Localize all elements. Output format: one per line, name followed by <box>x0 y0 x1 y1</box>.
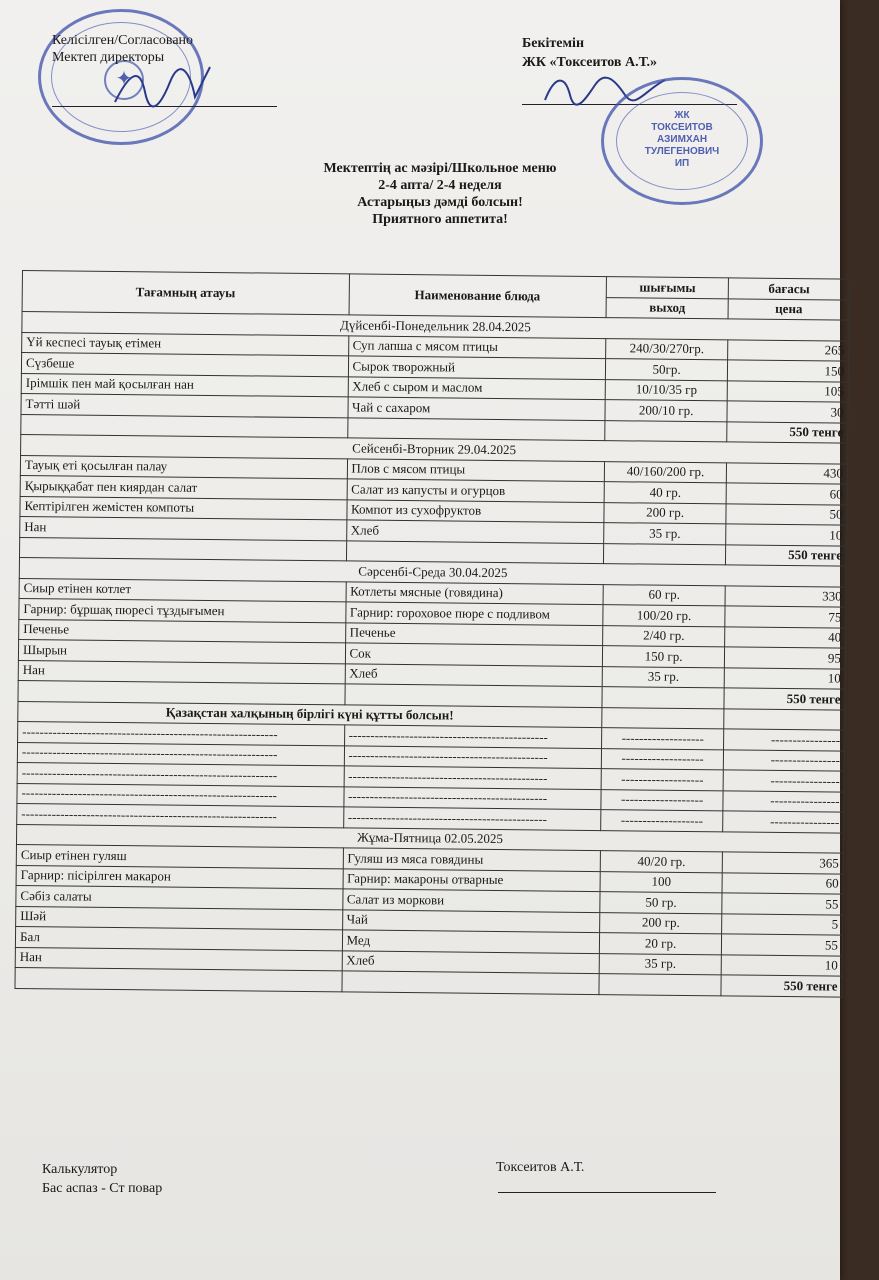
dash-placeholder: ----------------------------------------------------------- <box>18 721 345 745</box>
dish-name-ru: Котлеты мясные (говядина) <box>346 581 603 604</box>
empty-cell <box>602 687 725 709</box>
stamp-line: АЗИМХАН <box>656 134 708 145</box>
dish-yield: 40/160/200 гр. <box>604 461 727 483</box>
dish-name-ru: Салат из моркови <box>342 889 599 912</box>
empty-cell <box>344 684 601 707</box>
dish-name-ru: Гарнир: гороховое пюре с подливом <box>345 602 602 625</box>
day-title: Жұма-Пятница 02.05.2025 <box>16 824 843 853</box>
dish-price: 95 <box>725 647 846 669</box>
dish-price: 75 <box>725 606 846 628</box>
dash-placeholder: ------------------- <box>601 769 724 791</box>
emblem-icon: ✦ <box>104 60 144 100</box>
dish-name-kz: Үй кеспесі тауық етімен <box>22 332 349 356</box>
day-title: Сейсенбі-Вторник 29.04.2025 <box>21 434 848 463</box>
dish-yield: 40 гр. <box>604 482 727 504</box>
dish-price: 330 <box>725 585 846 607</box>
dish-yield: 200/10 гр. <box>605 400 728 422</box>
approval-right <box>522 34 657 72</box>
dish-price: 265 <box>728 339 849 361</box>
dish-price: 10 <box>725 667 846 689</box>
dash-placeholder: ------------------- <box>601 748 724 770</box>
dish-name-kz: Сиыр етінен котлет <box>19 578 346 602</box>
dish-name-ru: Чай <box>342 909 599 932</box>
dish-name-ru: Плов с мясом птицы <box>347 458 604 481</box>
dish-price: 60 <box>722 872 843 894</box>
empty-cell <box>724 708 845 730</box>
dish-price: 30 <box>727 401 848 423</box>
dish-name-kz: Сүзбеше <box>21 353 348 377</box>
dash-placeholder: ------------------- <box>601 789 724 811</box>
dish-yield: 240/30/270гр. <box>605 338 728 360</box>
chef-label: Бас аспаз - Ст повар <box>42 1181 163 1196</box>
dash-placeholder: ------------------- <box>601 728 724 750</box>
dish-name-kz: Шәй <box>16 906 343 930</box>
menu-table <box>14 270 849 997</box>
dish-yield: 200 гр. <box>599 912 722 934</box>
dish-yield: 40/20 гр. <box>600 851 723 873</box>
dish-price: 55 <box>722 893 843 915</box>
dish-name-kz: Гарнир: бұршақ пюресі тұздығымен <box>19 598 346 622</box>
empty-cell <box>605 420 728 442</box>
dish-yield: 20 гр. <box>599 933 722 955</box>
dish-price: 60 <box>727 483 848 505</box>
dash-placeholder: ---------------- <box>724 729 845 751</box>
agreed-label: Келісілген/Согласовано <box>52 33 194 48</box>
dash-placeholder: ---------------------------------------------- <box>343 807 600 830</box>
dish-yield: 100 <box>600 871 723 893</box>
dish-name-kz: Тауық еті қосылған палау <box>20 455 347 479</box>
dish-yield: 2/40 гр. <box>602 625 725 647</box>
dish-yield: 35 гр. <box>603 523 726 545</box>
dish-name-ru: Мед <box>342 930 599 953</box>
col-header-price-kz: бағасы <box>729 278 850 300</box>
dish-name-kz: Қырыққабат пен киярдан салат <box>20 475 347 499</box>
dish-name-kz: Сиыр етінен гуляш <box>16 844 343 868</box>
dash-placeholder: ---------------- <box>723 811 844 833</box>
dish-name-ru: Суп лапша с мясом птицы <box>348 335 605 358</box>
empty-cell <box>602 707 725 729</box>
dish-name-ru: Гуляш из мяса говядины <box>343 848 600 871</box>
dish-name-kz: Сәбіз салаты <box>16 885 343 909</box>
title-line-3: Астарыңыз дәмді болсын! <box>357 195 523 210</box>
dish-yield: 10/10/35 гр <box>605 379 728 401</box>
table-header-row <box>22 271 849 300</box>
dish-name-ru: Сок <box>345 643 602 666</box>
dish-name-kz: Гарнир: пісірілген макарон <box>16 865 343 889</box>
holiday-title: Қазақстан халқының бірлігі күні құтты болсын! <box>18 701 602 728</box>
stamp-line: ТУЛЕГЕНОВИЧ <box>644 146 720 157</box>
dish-price: 10 <box>726 524 847 546</box>
empty-cell <box>346 540 603 563</box>
director-signature <box>110 62 220 112</box>
dash-placeholder: ---------------------------------------------- <box>343 786 600 809</box>
title-line-1: Мектептің ас мәзірі/Школьное меню <box>323 161 557 176</box>
dish-name-ru: Чай с сахаром <box>347 397 604 420</box>
dish-name-ru: Гарнир: макароны отварные <box>343 868 600 891</box>
dish-name-kz: Кептірілген жемістен компоты <box>20 496 347 520</box>
stamp-line: ЖК <box>674 110 690 121</box>
dish-name-ru: Печенье <box>345 622 602 645</box>
dish-yield: 60 гр. <box>603 584 726 606</box>
director-label: Мектеп директоры <box>52 50 165 65</box>
dish-name-kz: Нан <box>15 947 342 971</box>
dash-placeholder: ----------------------------------------------------------- <box>17 742 344 766</box>
dash-placeholder: ---------------- <box>724 749 845 771</box>
dish-price: 50 <box>726 503 847 525</box>
dish-price: 365 <box>723 852 844 874</box>
day-total: 550 тенге <box>721 975 842 997</box>
dish-name-ru: Хлеб <box>346 520 603 543</box>
stamp-line: ТОКСЕИТОВ <box>651 122 713 133</box>
dash-placeholder: ---------------- <box>724 770 845 792</box>
dish-price: 105 <box>728 380 849 402</box>
dish-name-kz: Ірімшік пен май қосылған нан <box>21 373 348 397</box>
day-total: 550 тенге <box>727 421 848 443</box>
dish-name-ru: Хлеб <box>345 663 602 686</box>
dish-name-ru: Хлеб <box>342 950 599 973</box>
dash-placeholder: ----------------------------------------------------------- <box>17 762 344 786</box>
empty-cell <box>603 543 726 565</box>
dash-placeholder: ---------------------------------------------- <box>344 745 601 768</box>
day-total: 550 тенге <box>724 688 845 710</box>
dish-name-ru: Компот из сухофруктов <box>346 499 603 522</box>
stamp-line: ИП <box>674 158 690 169</box>
day-total: 550 тенге <box>726 544 847 566</box>
dish-yield: 200 гр. <box>604 502 727 524</box>
dish-yield: 150 гр. <box>602 646 725 668</box>
dish-yield: 50гр. <box>605 359 728 381</box>
title-line-4: Приятного аппетита! <box>372 212 508 227</box>
dish-price: 55 <box>722 934 843 956</box>
empty-cell <box>347 417 604 440</box>
dish-name-kz: Тәтті шәй <box>21 393 348 417</box>
empty-cell <box>341 971 598 994</box>
title-line-2: 2-4 апта/ 2-4 неделя <box>378 178 502 193</box>
dish-yield: 35 гр. <box>602 666 725 688</box>
dish-name-ru: Салат из капусты и огурцов <box>347 479 604 502</box>
dish-price: 5 <box>722 913 843 935</box>
menu-title <box>230 160 650 228</box>
dish-yield: 50 гр. <box>600 892 723 914</box>
dash-placeholder: ---------------------------------------------- <box>344 766 601 789</box>
day-title: Сәрсенбі-Среда 30.04.2025 <box>19 557 846 586</box>
dish-name-ru: Сырок творожный <box>348 356 605 379</box>
footer-right-name: Токсеитов А.Т. <box>496 1160 585 1175</box>
dash-placeholder: ---------------- <box>723 790 844 812</box>
empty-cell <box>15 967 342 991</box>
dish-price: 430 <box>727 462 848 484</box>
approve-label: Бекітемін <box>522 36 585 51</box>
dish-yield: 35 гр. <box>599 953 722 975</box>
col-header-yield-ru: выход <box>606 297 729 319</box>
dash-placeholder: ---------------------------------------------- <box>344 725 601 748</box>
dish-name-kz: Печенье <box>19 619 346 643</box>
dish-price: 40 <box>725 626 846 648</box>
approval-left <box>52 32 193 66</box>
dish-name-kz: Нан <box>20 516 347 540</box>
day-title: Дүйсенбі-Понедельник 28.04.2025 <box>22 312 849 341</box>
dash-placeholder: ------------------- <box>600 810 723 832</box>
dash-placeholder: ----------------------------------------------------------- <box>17 803 344 827</box>
footer-signature-line <box>498 1192 716 1193</box>
calculator-label: Калькулятор <box>42 1162 118 1177</box>
col-header-ru-name: Наименование блюда <box>349 274 607 318</box>
col-header-yield-kz: шығымы <box>606 277 729 299</box>
dish-name-kz: Шырын <box>18 639 345 663</box>
empty-cell <box>599 974 722 996</box>
dish-name-kz: Бал <box>15 926 342 950</box>
dish-yield: 100/20 гр. <box>603 605 726 627</box>
footer-left <box>42 1160 162 1198</box>
dish-name-ru: Хлеб с сыром и маслом <box>348 376 605 399</box>
entrepreneur-label: ЖК «Токсеитов А.Т.» <box>522 55 658 70</box>
dish-name-kz: Нан <box>18 660 345 684</box>
col-header-kz-name: Тағамның атауы <box>22 271 349 315</box>
dish-price: 10 <box>722 954 843 976</box>
col-header-price-ru: цена <box>728 298 849 320</box>
dish-price: 150 <box>728 360 849 382</box>
dash-placeholder: ----------------------------------------------------------- <box>17 783 344 807</box>
